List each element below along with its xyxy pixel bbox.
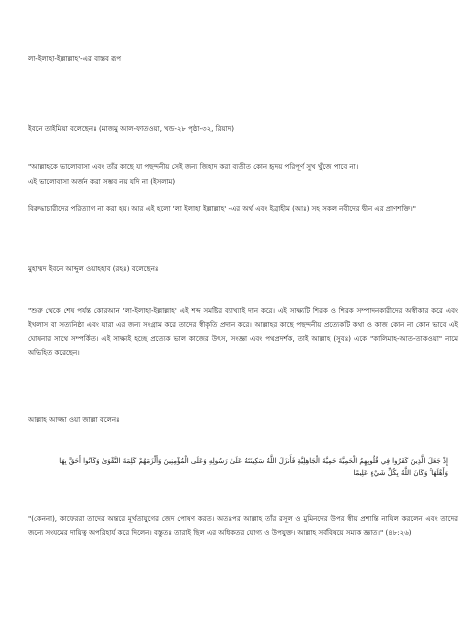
quote-4-paragraph: "(কেননা), কাফেররা তাদের অন্তরে মূর্খতাযুগের জেদ পোষণ করত। অতঃপর আল্লাহ তাঁর রসূল ও মুমিনদের উপর স্বীয় প্রশান্তি নাযিল করলেন এবং তাদের জন্যে সংযমের দায়িত্ব অপরিহার্য করে দিলেন। বস্তুতঃ তারাই ছিল এর অধিকতর যোগ্য ও উপযুক্ত। আল্লাহ সর্ববিষয়ে সম্যক জ্ঞাত।" (৪৮:২৬) bbox=[28, 515, 458, 537]
author-attribution-2: মুহাম্মদ ইবনে আব্দুল ওয়াহহাব (রহঃ) বলেছেনঃ bbox=[28, 265, 159, 273]
author-attribution-3: আল্লাহ আজ্জা ওয়া জাল্লা বলেনঃ bbox=[28, 416, 120, 424]
arabic-verse-line-2: وَأَهْلَهَا ۚ وَكَانَ اللَّهُ بِكُلِّ شَيْءٍ عَلِيمًا bbox=[353, 469, 448, 477]
quote-3-paragraph: "শুরু থেকে শেষ পর্যন্ত কোরআন 'লা-ইলাহা-ইল্লাল্লাহ' এই শব্দ সমষ্টির ব্যাখ্যাই দান করে। এই সাক্ষ্যটি শিরক ও শিরক সম্পাদনকারীদের অস্বীকার করে এবং ইখলাস বা সত্যনিষ্ঠা এবং যারা এর জন্য সংগ্রাম করে তাদের স্বীকৃতি প্রদান করে। আল্লাহর কাছে পছন্দনীয় প্রত্যেকটি কথা ও কাজ কোন না কোন ভাবে এই ঘোষনার সাথে সম্পর্কিত। এই সাক্ষ্যই হচ্ছে প্রত্যেক ভাল কাজের উৎস, সংজ্ঞা এবং পথপ্রদর্শক, তাই আল্লাহ (সুবঃ) একে "কালিমাহ-আত-তাকওয়া" নামে অভিহিত করেছেন। bbox=[28, 307, 458, 357]
quote-1-line-1: "আল্লাহকে ভালোবাসা এবং তাঁর কাছে যা পছন্দনীয় সেই জন্য জিহাদ করা ব্যতীত কোন হৃদয় পরিপূর্ণ সুখ খুঁজে পাবে না। bbox=[28, 163, 359, 171]
source-citation: ইবনে তাইমিয়া বলেছেনঃ (মাজমু আল-ফাতওয়া, খন্ড-২৮ পৃষ্ঠা-৩২, রিয়াদ) bbox=[28, 125, 235, 133]
quote-2-paragraph: বিরুদ্ধাচারীদের পরিত্যাগ না করা হয়। আর এই হলো 'লা ইলাহা ইল্লাল্লাহ' -এর অর্থ এবং ইব্রাহীম (আঃ) সহ সকল নবীদের দ্বীন এর প্রাণশক্তি।" bbox=[28, 205, 416, 213]
quote-1-line-2: এই ভালোবাসা অর্জন করা সম্ভব নয় যদি না (ইসলাম) bbox=[28, 178, 176, 186]
arabic-verse-line-1: إِذْ جَعَلَ الَّذِينَ كَفَرُوا فِي قُلُوبِهِمُ الْحَمِيَّةَ حَمِيَّةَ الْجَاهِلِيَّةِ فَأَنزَلَ اللَّهُ سَكِينَتَهُ عَلَىٰ رَسُولِهِ وَعَلَى الْمُؤْمِنِينَ وَأَلْزَمَهُمْ كَلِمَةَ التَّقْوَىٰ وَكَانُوا أَحَقَّ بِهَا bbox=[59, 457, 448, 465]
document-title: লা-ইলাহা-ইল্লাল্লাহ'-এর বাস্তব রূপ bbox=[28, 55, 122, 63]
